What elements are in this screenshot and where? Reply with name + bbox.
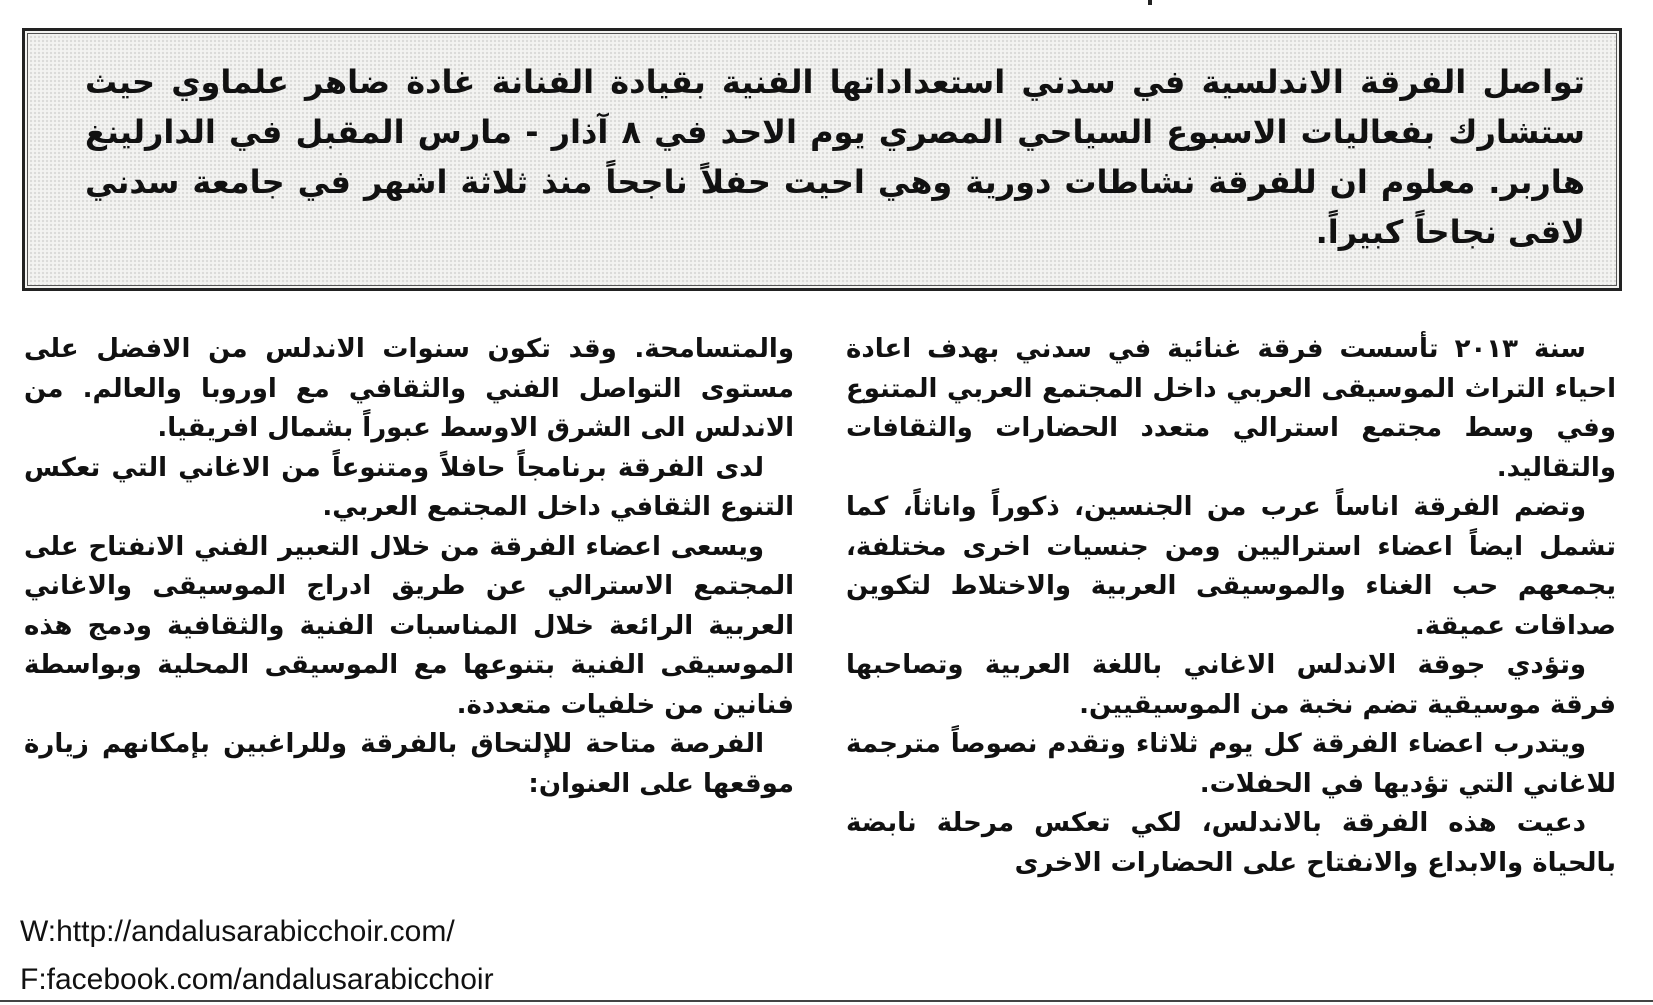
paragraph: ويتدرب اعضاء الفرقة كل يوم ثلاثاء وتقدم نصوصاً مترجمة للاغاني التي تؤديها في الحفلات. bbox=[846, 729, 1616, 799]
bottom-rule bbox=[0, 1000, 1653, 1002]
paragraph: لدى الفرقة برنامجاً حافلاً ومتنوعاً من الاغاني التي تعكس التنوع الثقافي داخل المجتمع العربي. bbox=[24, 452, 794, 522]
paragraph: وتؤدي جوقة الاندلس الاغاني باللغة العربية وتصاحبها فرقة موسيقية تضم نخبة من الموسيقيين. bbox=[846, 650, 1616, 720]
paragraph: الفرصة متاحة للإلتحاق بالفرقة وللراغبين بإمكانهم زيارة موقعها على العنوان: bbox=[24, 729, 794, 799]
facebook-link[interactable]: F:facebook.com/andalusarabicchoir bbox=[20, 963, 494, 996]
top-edge-mark bbox=[1148, 0, 1152, 5]
paragraph: ويسعى اعضاء الفرقة من خلال التعبير الفني الانفتاح على المجتمع الاسترالي عن طريق ادراج الموسيقى والاغاني العربية الرائعة خلال المناسبات الفنية والثقافية ودمج هذه الموسيقى الفنية بتنوعها مع الموسيقى المحلية وبواسطة فنانين من خلفيات متعددة. bbox=[24, 531, 794, 720]
paragraph: دعيت هذه الفرقة بالاندلس، لكي تعكس مرحلة نابضة بالحياة والابداع والانفتاح على الحضارات الاخرى bbox=[846, 808, 1616, 878]
website-link[interactable]: W:http://andalusarabicchoir.com/ bbox=[20, 915, 455, 948]
paragraph: والمتسامحة. وقد تكون سنوات الاندلس من الافضل على مستوى التواصل الفني والثقافي مع اوروبا والعالم. من الاندلس الى الشرق الاوسط عبوراً بشمال افريقيا. bbox=[24, 334, 794, 443]
contact-links bbox=[20, 908, 494, 1004]
article-column-left bbox=[24, 330, 794, 804]
article-column-right bbox=[846, 330, 1616, 883]
paragraph: سنة ٢٠١٣ تأسست فرقة غنائية في سدني بهدف اعادة احياء التراث الموسيقى العربي داخل المجتمع العربي المتنوع وفي وسط مجتمع استرالي متعدد الحضارات والثقافات والتقاليد. bbox=[846, 334, 1616, 483]
boxed-intro-text: تواصل الفرقة الاندلسية في سدني استعداداتها الفنية بقيادة الفنانة غادة ضاهر علماوي حيث ستشارك بفعاليات الاسبوع السياحي المصري يوم الاحد في ٨ آذار - مارس المقبل في الدارلينغ هاربر. معلوم ان للفرقة نشاطات دورية وهي احيت حفلاً ناجحاً منذ ثلاثة اشهر في جامعة سدني لاقى نجاحاً كبيراً. bbox=[85, 63, 1586, 251]
paragraph: وتضم الفرقة اناساً عرب من الجنسين، ذكوراً واناثاً، كما تشمل ايضاً اعضاء استراليين ومن جنسيات اخرى مختلفة، يجمعهم حب الغناء والموسيقى العربية والاختلاط لتكوين صداقات عميقة. bbox=[846, 492, 1616, 641]
boxed-intro bbox=[22, 28, 1622, 291]
